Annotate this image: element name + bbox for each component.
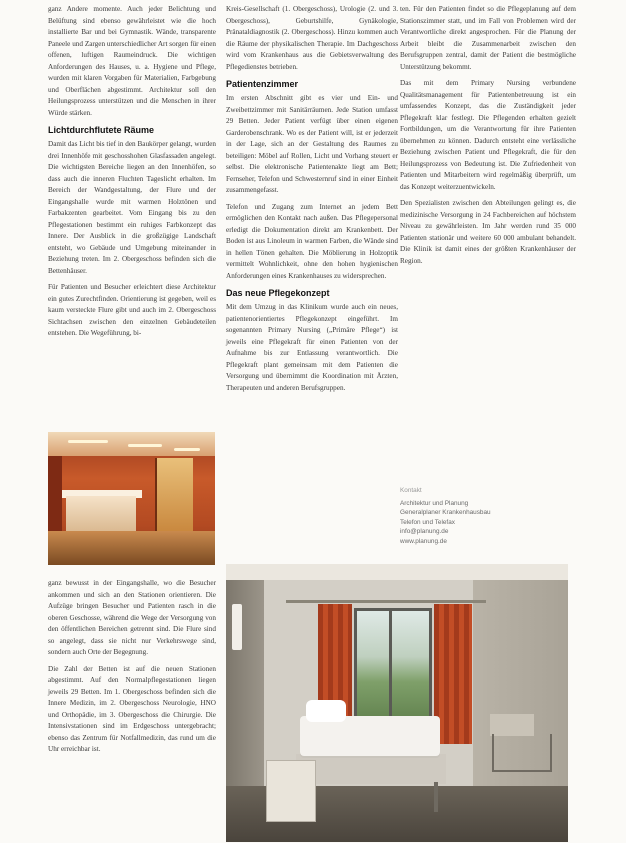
ceiling <box>226 564 568 580</box>
section-heading: Patientenzimmer <box>226 79 299 89</box>
chairs <box>492 734 552 772</box>
ceiling-light <box>68 440 108 443</box>
credit-line: Telefon und Telefax <box>400 518 455 526</box>
credit-line[interactable]: www.planung.de <box>400 537 447 545</box>
text-column-1 <box>48 4 216 345</box>
text-column-2 <box>226 4 398 399</box>
section-heading: Das neue Pflegekonzept <box>226 288 330 298</box>
paragraph: Damit das Licht bis tief in den Baukörper gelangt, wurden drei Innenhöfe mit geschosshohen Glasfassaden angelegt. Die wichtigsten Bereiche liegen an den Innenhöfen, so dass auch die inneren Fluchten Tageslicht erhalten. Im Bereich der Wandgestaltung, der Flure und der Eingangshalle wurde mit warmen Holztönen und Farbakzenten gearbeitet. Vom Eingang bis zu den Pflegestationen bestimmt ein ruhiges Farbkonzept das Innere. Der Ausblick in die großzügige Landschaft entsteht, wo Gebäude und Umgebung miteinander in Beziehung treten. Im 2. Obergeschoss befinden sich die Bettenhäuser. <box>48 140 216 275</box>
window-mullion <box>389 608 392 728</box>
paragraph: Kreis-Gesellschaft (1. Obergeschoss), Urologie (2. und 3. Obergeschoss), Geburtshilfe, Gynäkologie, Pränataldiagnostik (2. Obergeschoss). Hinzu kommen auch die Räume der physikalischen Therapie. Im Dachgeschoss wird vom Krankenhaus aus die Gebietsverwaltung des Pflegedienstes betrieben. <box>226 5 398 71</box>
paragraph: ten. Für den Patienten findet so die Pflegeplanung auf dem Stationszimmer statt, und im Fall von Problemen wird der Verantwortliche direkt angesprochen. Für die Planung der Arbeit bleibt die Zusammenarbeit zwischen den Berufsgruppen zentral, damit der Patient die bestmögliche Unterstützung bekommt. <box>400 5 576 71</box>
paragraph: Für Patienten und Besucher erleichtert diese Architektur ein gutes Zurechtfinden. Orientierung ist gegeben, weil es kaum versteckte Flure gibt und auch im 2. Obergeschoss Sichtachsen zwischen den einzelnen Gebäudeteilen entstehen. Die Wegeführung, bi- <box>48 283 216 337</box>
credit-line[interactable]: info@planung.de <box>400 528 449 535</box>
text-column-3 <box>400 4 576 272</box>
section-heading: Lichtdurchflutete Räume <box>48 125 155 135</box>
table <box>490 714 534 736</box>
corridor-photo <box>48 432 215 565</box>
paragraph: Die Zahl der Betten ist auf die neuen Stationen abgestimmt. Auf den Normalpflegestationen liegen jeweils 29 Betten. Im 1. Obergeschoss befinden sich die Innere Medizin, im 2. Obergeschoss Neurologie, HNO und Orthopädie, im 3. Obergeschoss die Chirurgie. Die Intensivstationen sind im Erdgeschoss untergebracht; ebenso das Zentrum für Notfallmedizin, das rund um die Uhr erreichbar ist. <box>48 664 216 753</box>
bed-leg <box>434 782 438 812</box>
door <box>155 458 193 532</box>
paragraph: ganz Andere momente. Auch jeder Belichtung und Belüftung sind ebenso gewährleistet wie die hoch installierte Bar und bei Gymnastik. Wände, transparente Paneele und Zargen unterschiedlicher Art sorgen für einen offenen, luftigen Raumeindruck. Die wichtigen Anforderungen des Hauses, u. a. Hygiene und Pflege, wurden mit klaren Vorgaben für Materialien, Farbgebung und Oberflächen abgestimmt. Architektur soll den Heilungsprozess unterstützen und die Menschen in ihrer Würde stärken. <box>48 5 216 117</box>
paragraph: Den Spezialisten zwischen den Abteilungen gelingt es, die medizinische Versorgung in 24 Fachbereichen auf höchstem Niveau zu gewährleisten. Im Jahr werden rund 35 000 Patienten stationär und weitere 60 000 ambulant behandelt. Die Klinik ist damit eines der größten Krankenhäuser der Region. <box>400 199 576 265</box>
text-column-4 <box>48 578 216 761</box>
reception-counter <box>66 496 136 536</box>
credit-line: Architektur und Planung <box>400 499 469 507</box>
floor <box>48 531 215 565</box>
paragraph: Telefon und Zugang zum Internet an jedem Bett ermöglichen den Kontakt nach außen. Das Pflegepersonal erledigt die Dokumentation direkt am Krankenbett. Der Boden ist aus Linoleum in warmen Farben, die Wände sind in hellen Tönen gehalten. Die Möblierung in Holzoptik vermittelt Wohnlichkeit, ohne den hohen hygienischen Anforderungen eines Krankenhauses zu widersprechen. <box>226 202 398 280</box>
paragraph: Das mit dem Primary Nursing verbundene Qualitätsmanagement für Patientenbetreuung ist ein umfassendes Konzept, das die Zuständigkeit jeder Pflegekraft klar festlegt. Die Pflegenden erhalten gezielt Fortbildungen, um die Verantwortung für ihre Patienten übernehmen zu können. Dadurch entsteht eine verlässliche Beziehung zwischen Patient und Pflegekraft, die für den Heilungsprozess von Bedeutung ist. Die Zufriedenheit von Patienten und Mitarbeitern wird regelmäßig überprüft, um das Konzept weiterzuentwickeln. <box>400 79 576 191</box>
wall-panel <box>48 456 62 532</box>
bed-frame <box>296 754 446 784</box>
curtain-rail <box>286 600 486 603</box>
pillow <box>306 700 346 722</box>
ceiling-light <box>174 448 200 451</box>
bedside-table <box>266 760 316 822</box>
patient-room-photo <box>226 564 568 842</box>
ceiling-light <box>128 444 162 447</box>
paragraph: ganz bewusst in der Eingangshalle, wo die Besucher ankommen und sich an den Stationen orientieren. Die Aufzüge bringen Besucher und Patienten rasch in die oberen Geschosse, während die Wege der Versorgung von den öffentlichen Bereichen getrennt sind. Die Flure sind so angelegt, dass sie nicht nur Verkehrswege sind, sondern auch Orte der Begegnung. <box>48 579 216 656</box>
paragraph: Mit dem Umzug in das Klinikum wurde auch ein neues, patientenorientiertes Pflegekonzept eingeführt. Im sogenannten Primary Nursing („Primäre Pflege“) ist jeweils eine Pflegekraft für einen Patienten von der Aufnahme bis zur Entlassung verantwortlich. Die Pflegekraft plant gemeinsam mit dem Patienten die Versorgung und übernimmt die Koordination mit Ärzten, Therapeuten und anderen Berufsgruppen. <box>226 303 398 392</box>
paragraph: Im ersten Abschnitt gibt es vier und Ein- und Zweibettzimmer mit Sanitärräumen. Jede Station umfasst 29 Betten. Jeder Patient verfügt über einen eigenen Garderobenschrank. Wo es der Patient will, ist er jederzeit in der Lage, sich an der Gestaltung des Raumes zu beteiligen: Möbel auf Rollen, Licht und Vorhang steuert er selbst. Die elektronische Patientenakte liegt am Bett; Fernseher, Telefon und Schwesternruf sind in einer Einheit zusammengefasst. <box>226 94 398 194</box>
window <box>354 608 432 728</box>
credit-label: Kontakt <box>400 487 422 494</box>
wall-lamp <box>232 604 242 650</box>
bed-mattress <box>300 716 440 756</box>
contact-credit <box>400 486 576 546</box>
credit-line: Generalplaner Krankenhausbau <box>400 509 491 516</box>
